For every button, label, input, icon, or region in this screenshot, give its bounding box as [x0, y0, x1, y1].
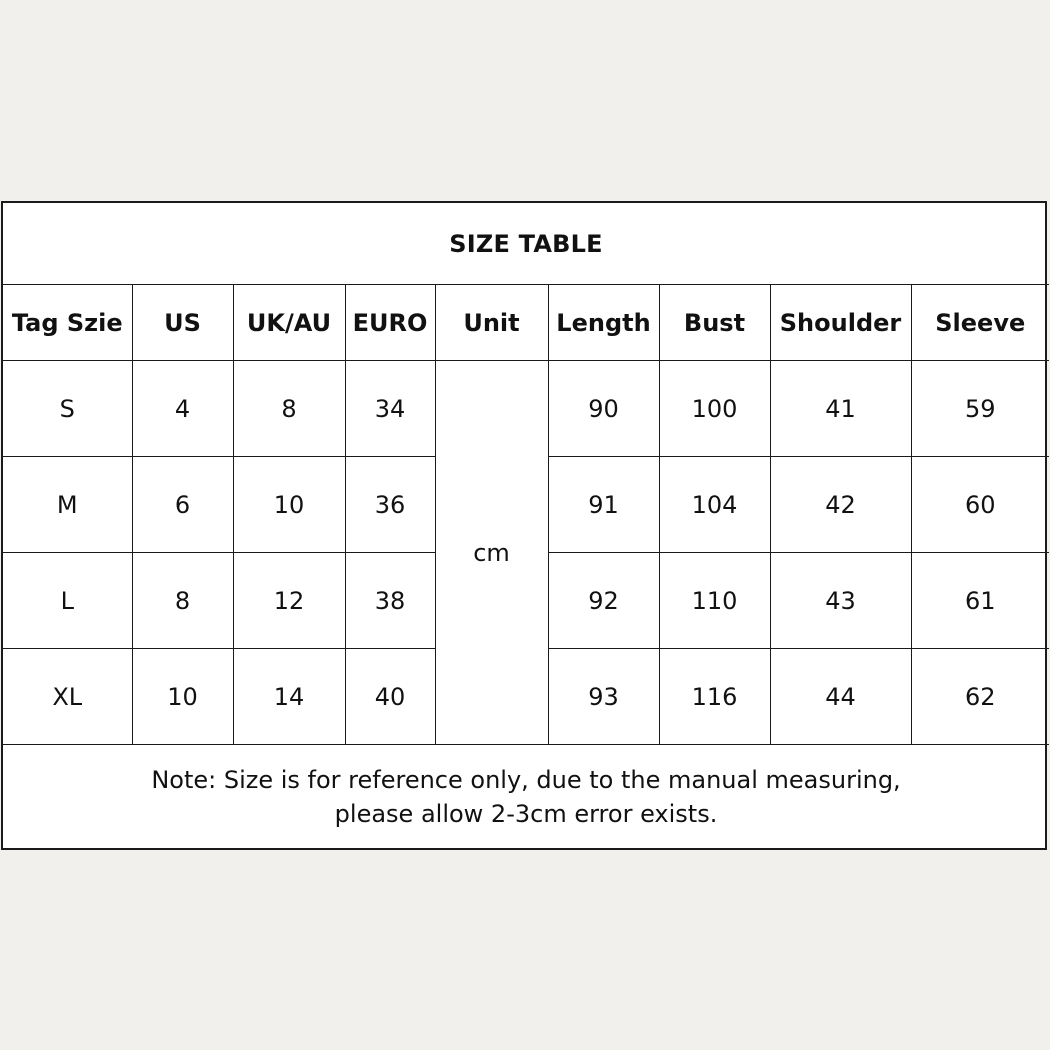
cell-us: 10: [132, 649, 233, 745]
cell-sleeve: 60: [911, 457, 1049, 553]
cell-shoulder: 44: [770, 649, 911, 745]
cell-length: 90: [548, 361, 659, 457]
cell-uk-au: 10: [233, 457, 345, 553]
table-title: SIZE TABLE: [3, 203, 1049, 285]
cell-bust: 110: [659, 553, 770, 649]
cell-tag: L: [3, 553, 132, 649]
cell-tag: S: [3, 361, 132, 457]
cell-length: 93: [548, 649, 659, 745]
header-length: Length: [548, 285, 659, 361]
cell-sleeve: 61: [911, 553, 1049, 649]
cell-euro: 34: [345, 361, 435, 457]
header-tag-size: Tag Szie: [3, 285, 132, 361]
cell-uk-au: 12: [233, 553, 345, 649]
cell-bust: 104: [659, 457, 770, 553]
cell-euro: 36: [345, 457, 435, 553]
cell-shoulder: 42: [770, 457, 911, 553]
cell-length: 92: [548, 553, 659, 649]
table-row: [3, 361, 1049, 457]
size-table-card: [1, 201, 1047, 850]
cell-sleeve: 62: [911, 649, 1049, 745]
header-sleeve: Sleeve: [911, 285, 1049, 361]
cell-uk-au: 8: [233, 361, 345, 457]
cell-us: 8: [132, 553, 233, 649]
header-row: [3, 285, 1049, 361]
cell-unit: cm: [435, 361, 548, 745]
cell-us: 4: [132, 361, 233, 457]
header-us: US: [132, 285, 233, 361]
cell-bust: 116: [659, 649, 770, 745]
note-line-2: please allow 2-3cm error exists.: [334, 800, 718, 828]
size-table: [3, 203, 1049, 849]
note-line-1: Note: Size is for reference only, due to the manual measuring,: [151, 766, 901, 794]
header-bust: Bust: [659, 285, 770, 361]
cell-euro: 40: [345, 649, 435, 745]
note-row: [3, 745, 1049, 850]
header-uk-au: UK/AU: [233, 285, 345, 361]
cell-euro: 38: [345, 553, 435, 649]
title-row: [3, 203, 1049, 285]
header-shoulder: Shoulder: [770, 285, 911, 361]
header-euro: EURO: [345, 285, 435, 361]
cell-bust: 100: [659, 361, 770, 457]
cell-us: 6: [132, 457, 233, 553]
cell-tag: M: [3, 457, 132, 553]
cell-length: 91: [548, 457, 659, 553]
cell-sleeve: 59: [911, 361, 1049, 457]
cell-shoulder: 41: [770, 361, 911, 457]
header-unit: Unit: [435, 285, 548, 361]
note: [3, 745, 1049, 850]
cell-uk-au: 14: [233, 649, 345, 745]
cell-tag: XL: [3, 649, 132, 745]
cell-shoulder: 43: [770, 553, 911, 649]
